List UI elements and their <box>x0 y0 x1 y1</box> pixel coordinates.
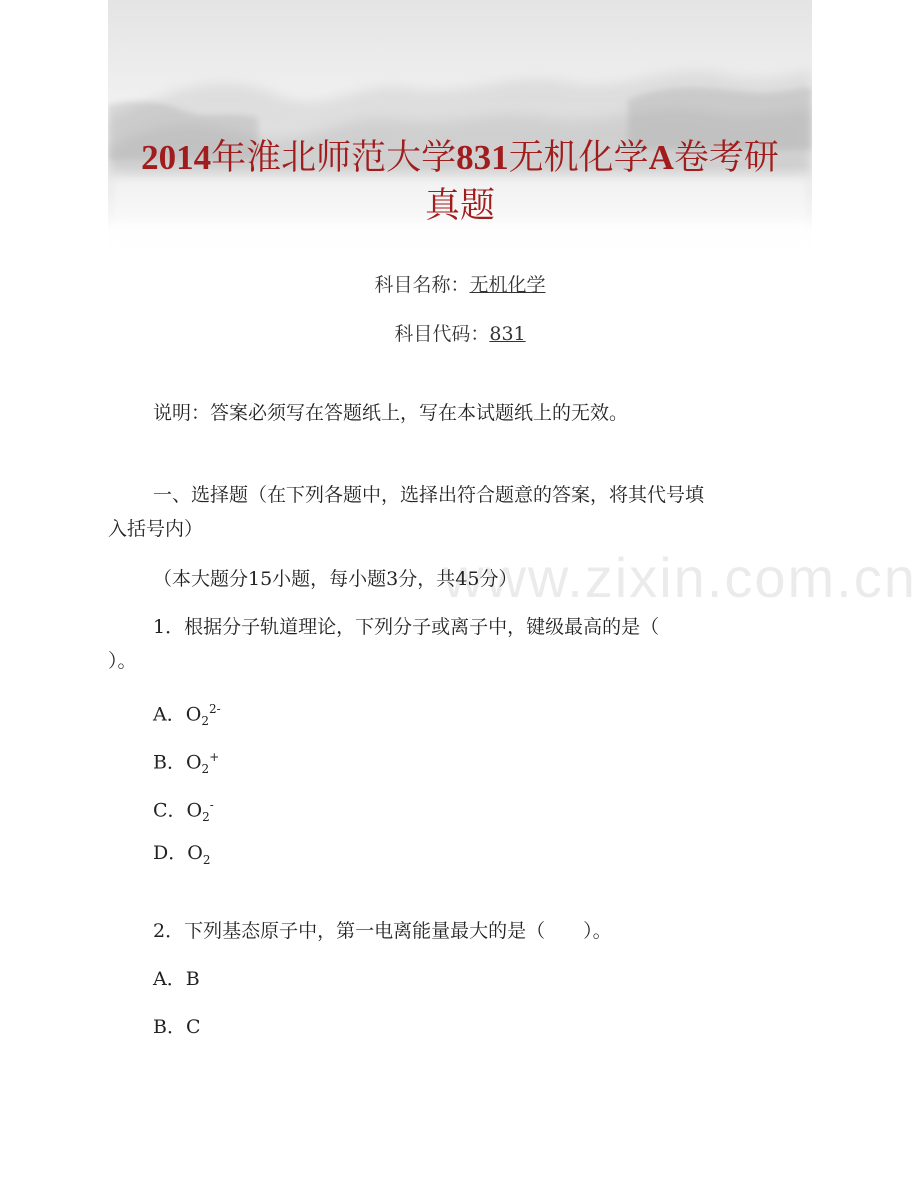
section-heading-line-1: 一、选择题（在下列各题中，选择出符合题意的答案，将其代号填 <box>153 484 705 506</box>
site-watermark: www.zixin.com.cn <box>443 546 917 609</box>
document-page <box>108 0 917 1191</box>
document-title <box>108 134 812 230</box>
question-1-stem <box>108 610 812 678</box>
question-1-option-d: D．$O_2$ <box>153 842 211 867</box>
question-1-stem-line-1: 1．根据分子轨道理论，下列分子或离子中，键级最高的是（ <box>153 616 660 638</box>
subject-code-value: 831 <box>489 323 526 345</box>
question-2-stem: 2．下列基态原子中，第一电离能量最大的是（ ）。 <box>153 920 612 942</box>
question-1-option-a: A．$O_2^{2-}$ <box>153 702 221 729</box>
question-2-option-a: A．B <box>153 968 200 990</box>
question-1-stem-line-2: ）。 <box>108 650 137 672</box>
subject-code-label: 科目代码： <box>394 323 490 345</box>
question-1-option-c: C．$O_2^-$ <box>153 798 214 825</box>
exam-note: 说明：答案必须写在答题纸上，写在本试题纸上的无效。 <box>153 402 629 424</box>
question-1-option-b: B．$O_2^+$ <box>153 750 220 777</box>
question-2-option-b: B．C <box>153 1016 201 1038</box>
section-heading <box>108 478 812 546</box>
section-scoring: （本大题分15小题，每小题3分，共45分） <box>153 568 518 590</box>
subject-name-value: 无机化学 <box>469 274 546 296</box>
title-line-1: 2014年淮北师范大学831无机化学A卷考研 <box>141 138 779 177</box>
subject-name-row <box>108 270 812 297</box>
title-line-2: 真题 <box>424 186 495 225</box>
section-heading-line-2: 入括号内） <box>108 518 204 540</box>
subject-code-row <box>108 319 812 346</box>
subject-name-label: 科目名称： <box>374 274 470 296</box>
